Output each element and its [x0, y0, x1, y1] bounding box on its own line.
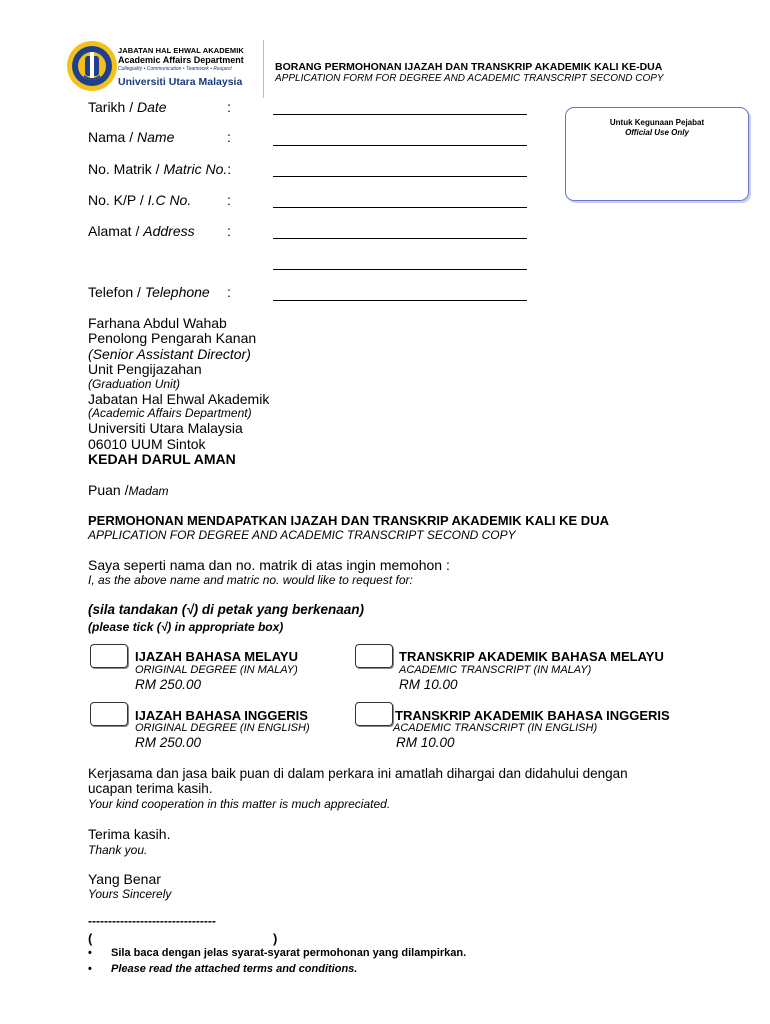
field-name-colon: :: [227, 129, 231, 145]
uum-logo: [66, 40, 118, 92]
field-matric-label: No. Matrik / Matric No.:: [88, 161, 232, 177]
office-use-malay: Untuk Kegunaan Pejabat: [609, 118, 705, 127]
option-transcript-english-price: RM 10.00: [396, 735, 455, 750]
field-name-line[interactable]: [273, 144, 527, 146]
recipient-dept-en: (Academic Affairs Department): [88, 406, 252, 420]
field-ic-line[interactable]: [273, 206, 527, 208]
recipient-unit-en: (Graduation Unit): [88, 377, 181, 391]
field-date-line[interactable]: [273, 113, 527, 115]
recipient-unit: Unit Pengijazahan: [88, 361, 202, 377]
dept-english: Academic Affairs Department: [118, 55, 244, 65]
cooperation-english: Your kind cooperation in this matter is much appreciated.: [88, 797, 391, 811]
recipient-position: Penolong Pengarah Kanan: [88, 330, 257, 346]
header-divider: [263, 40, 264, 98]
dept-malay: JABATAN HAL EHWAL AKADEMIK: [118, 46, 244, 55]
sincerely-malay: Yang Benar: [88, 871, 161, 887]
option-degree-malay-title: IJAZAH BAHASA MELAYU: [135, 649, 298, 664]
signature-paren-open: (: [88, 931, 93, 946]
recipient-postcode: 06010 UUM Sintok: [88, 436, 206, 452]
cooperation-line-1: Kerjasama dan jasa baik puan di dalam perkara ini amatlah dihargai dan didahului dengan: [88, 766, 628, 781]
field-ic-label: No. K/P / I.C No.: [88, 192, 192, 208]
recipient-position-en: (Senior Assistant Director): [88, 346, 251, 362]
note-bullet-1: •: [88, 947, 92, 959]
tick-instruction-malay: (sila tandakan (√) di petak yang berkenaan): [88, 602, 364, 617]
thanks-english: Thank you.: [88, 843, 148, 857]
recipient-university: Universiti Utara Malaysia: [88, 420, 243, 436]
option-degree-malay-sub: ORIGINAL DEGREE (IN MALAY): [135, 664, 298, 676]
checkbox-degree-english[interactable]: [90, 702, 128, 726]
thanks-malay: Terima kasih.: [88, 826, 171, 842]
signature-paren-close: ): [273, 931, 278, 946]
recipient-dept: Jabatan Hal Ehwal Akademik: [88, 391, 270, 407]
field-name-label: Nama / Name: [88, 129, 175, 145]
option-transcript-malay-sub: ACADEMIC TRANSCRIPT (IN MALAY): [399, 664, 592, 676]
option-transcript-malay-title: TRANSKRIP AKADEMIK BAHASA MELAYU: [399, 649, 664, 664]
option-degree-malay-price: RM 250.00: [135, 677, 202, 692]
signature-line: --------------------------------: [88, 914, 216, 928]
field-date-label: Tarikh / Date: [88, 99, 167, 115]
note-english: Please read the attached terms and conditions.: [111, 963, 358, 975]
field-telephone-colon: :: [227, 284, 231, 300]
option-transcript-english-title: TRANSKRIP AKADEMIK BAHASA INGGERIS: [395, 708, 670, 723]
checkbox-degree-malay[interactable]: [90, 644, 128, 668]
option-degree-english-price: RM 250.00: [135, 735, 202, 750]
sincerely-english: Yours Sincerely: [88, 887, 172, 901]
option-transcript-english-sub: ACADEMIC TRANSCRIPT (IN ENGLISH): [393, 722, 598, 734]
form-title-english: APPLICATION FORM FOR DEGREE AND ACADEMIC TRANSCRIPT SECOND COPY: [275, 73, 664, 84]
request-malay: Saya seperti nama dan no. matrik di atas ingin memohon :: [88, 557, 450, 573]
dept-tagline: Collegiality • Communication • Teamwork • Respect: [118, 66, 232, 72]
request-english: I, as the above name and matric no. would like to request for:: [88, 573, 413, 587]
form-title-malay: BORANG PERMOHONAN IJAZAH DAN TRANSKRIP AKADEMIK KALI KE-DUA: [275, 61, 663, 73]
field-telephone-line[interactable]: [273, 299, 527, 301]
field-address-colon: :: [227, 223, 231, 239]
checkbox-transcript-malay[interactable]: [355, 644, 393, 668]
subject-english: APPLICATION FOR DEGREE AND ACADEMIC TRANSCRIPT SECOND COPY: [88, 528, 516, 542]
cooperation-line-2: ucapan terima kasih.: [88, 781, 213, 796]
field-date-colon: :: [227, 99, 231, 115]
option-transcript-malay-price: RM 10.00: [399, 677, 458, 692]
subject-malay: PERMOHONAN MENDAPATKAN IJAZAH DAN TRANSKRIP AKADEMIK KALI KE DUA: [88, 513, 609, 528]
tick-instruction-english: (please tick (√) in appropriate box): [88, 620, 284, 634]
field-address-line-2[interactable]: [273, 268, 527, 270]
field-address-label: Alamat / Address: [88, 223, 195, 239]
option-degree-english-sub: ORIGINAL DEGREE (IN ENGLISH): [135, 722, 310, 734]
option-degree-english-title: IJAZAH BAHASA INGGERIS: [135, 708, 308, 723]
field-matric-line[interactable]: [273, 175, 527, 177]
note-malay: Sila baca dengan jelas syarat-syarat permohonan yang dilampirkan.: [111, 947, 467, 959]
field-ic-colon: :: [227, 192, 231, 208]
note-bullet-2: •: [88, 963, 92, 975]
university-name: Universiti Utara Malaysia: [118, 76, 243, 88]
checkbox-transcript-english[interactable]: [355, 702, 393, 726]
office-use-box: [565, 107, 749, 201]
field-address-line-1[interactable]: [273, 237, 527, 239]
salutation: Puan /Madam: [88, 482, 169, 498]
recipient-state: KEDAH DARUL AMAN: [88, 451, 236, 467]
field-telephone-label: Telefon / Telephone: [88, 284, 210, 300]
recipient-name: Farhana Abdul Wahab: [88, 315, 227, 331]
office-use-english: Official Use Only: [625, 128, 689, 137]
